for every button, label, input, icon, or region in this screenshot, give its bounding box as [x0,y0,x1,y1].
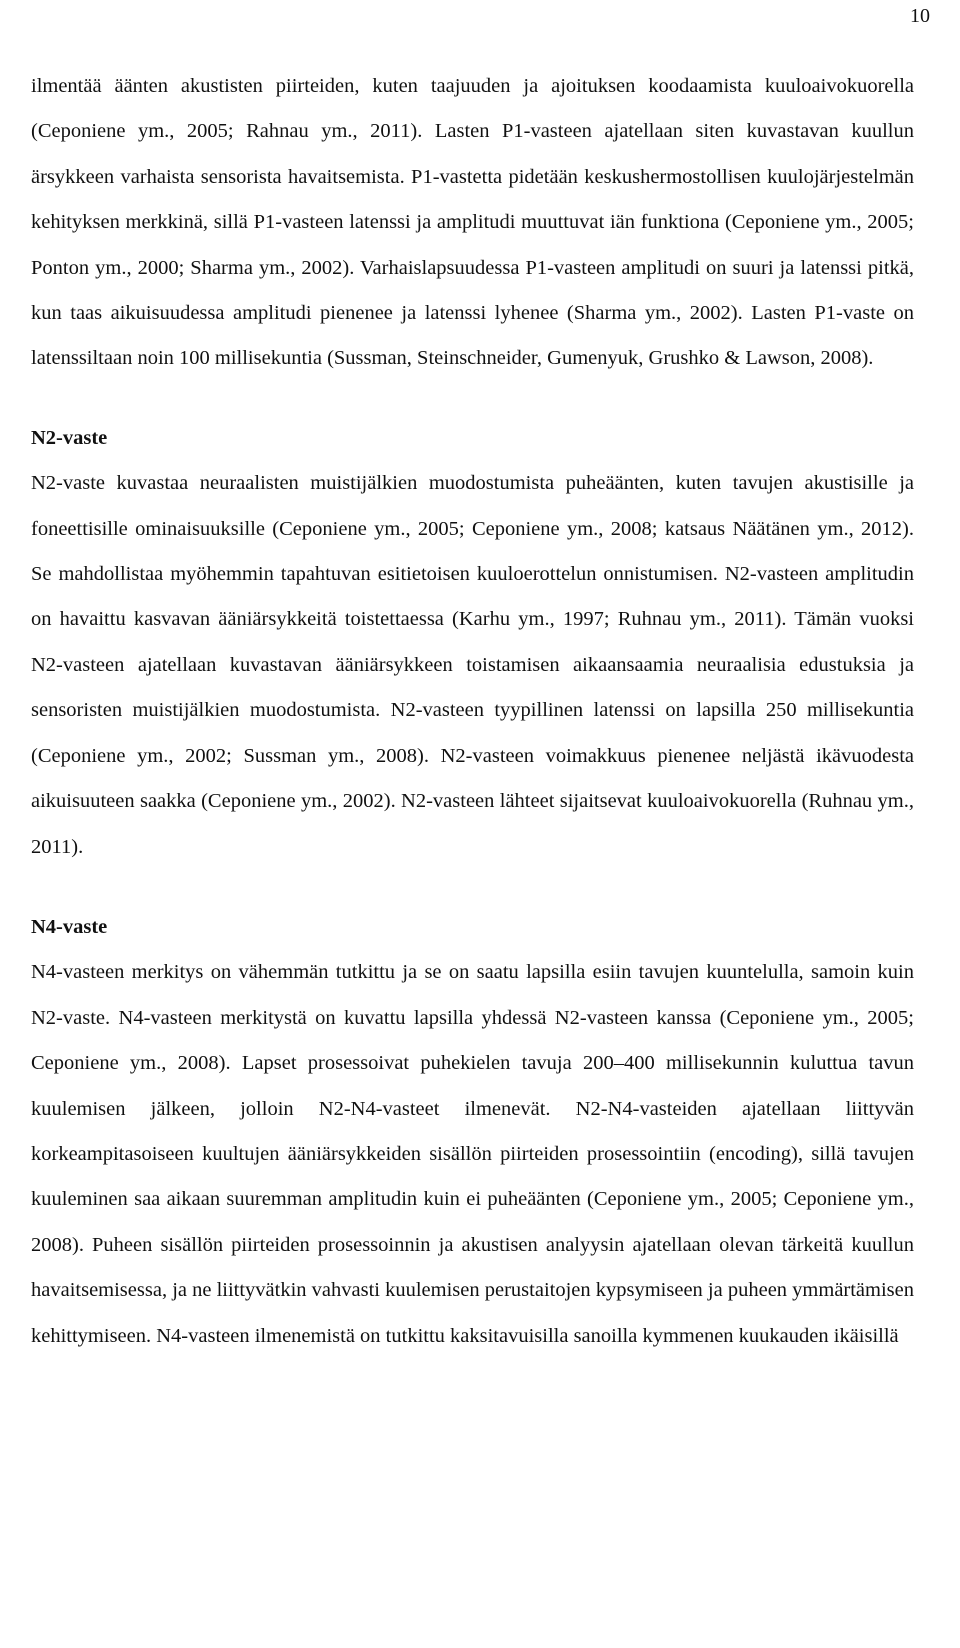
paragraph-n4: N4-vasteen merkitys on vähemmän tutkittu ja se on saatu lapsilla esiin tavujen kuuntelulla, samoin kuin N2-vaste. N4-vasteen merkitystä on kuvattu lapsilla yhdessä N2-vasteen kanssa (Ceponiene ym., 2005; Ceponiene ym., 2008). Lapset prosessoivat puhekielen tavuja 200–400 millisekunnin kuluttua tavun kuulemisen jälkeen, jolloin N2-N4-vasteet ilmenevät. N2-N4-vasteiden ajatellaan liittyvän korkeampitasoiseen kuultujen ääniärsykkeiden sisällön piirteiden prosessointiin (encoding), sillä tavujen kuuleminen saa aikaan suuremman amplitudin kuin ei puheäänten (Ceponiene ym., 2005; Ceponiene ym., 2008). Puheen sisällön piirteiden prosessoinnin ja akustisen analyysin ajatellaan olevan tärkeitä kuullun havaitsemisessa, ja ne liittyvätkin vahvasti kuulemisen perustaitojen kypsymiseen ja puheen ymmärtämisen kehittymiseen. N4-vasteen ilmenemistä on tutkittu kaksitavuisilla sanoilla kymmenen kuukauden ikäisillä [31,961,915,1347]
heading-n4-vaste: N4-vaste [31,915,108,938]
paragraph-p1-intro: ilmentää äänten akustisten piirteiden, kuten taajuuden ja ajoituksen koodaamista kuuloaivokuorella (Ceponiene ym., 2005; Rahnau ym., 2011). Lasten P1-vasteen ajatellaan siten kuvastavan kuullun ärsykkeen varhaista sensorista havaitsemista. P1-vastetta pidetään keskushermostollisen kuulojärjestelmän kehityksen merkkinä, sillä P1-vasteen latenssi ja amplitudi muuttuvat iän funktiona (Ceponiene ym., 2005; Ponton ym., 2000; Sharma ym., 2002). Varhaislapsuudessa P1-vasteen amplitudi on suuri ja latenssi pitkä, kun taas aikuisuudessa amplitudi pienenee ja latenssi lyhenee (Sharma ym., 2002). Lasten P1-vaste on latenssiltaan noin 100 millisekuntia (Sussman, Steinschneider, Gumenyuk, Grushko & Lawson, 2008). [31,75,914,370]
document-body [31,64,914,1359]
paragraph-n2: N2-vaste kuvastaa neuraalisten muistijälkien muodostumista puheäänten, kuten tavujen akustisille ja foneettisille ominaisuuksille (Ceponiene ym., 2005; Ceponiene ym., 2008; katsaus Näätänen ym., 2012). Se mahdollistaa myöhemmin tapahtuvan esitietoisen kuuloerottelun onnistumisen. N2-vasteen amplitudin on havaittu kasvavan ääniärsykkeitä toistettaessa (Karhu ym., 1997; Ruhnau ym., 2011). Tämän vuoksi N2-vasteen ajatellaan kuvastavan ääniärsykkeen toistamisen aikaansaamia neuraalisia edustuksia ja sensoristen muistijälkien muodostumista. N2-vasteen tyypillinen latenssi on lapsilla 250 millisekuntia (Ceponiene ym., 2002; Sussman ym., 2008). N2-vasteen voimakkuus pienenee neljästä ikävuodesta aikuisuuteen saakka (Ceponiene ym., 2002). N2-vasteen lähteet sijaitsevat kuuloaivokuorella (Ruhnau ym., 2011). [31,472,914,858]
heading-n2-vaste: N2-vaste [31,426,108,449]
page-number: 10 [910,5,930,27]
